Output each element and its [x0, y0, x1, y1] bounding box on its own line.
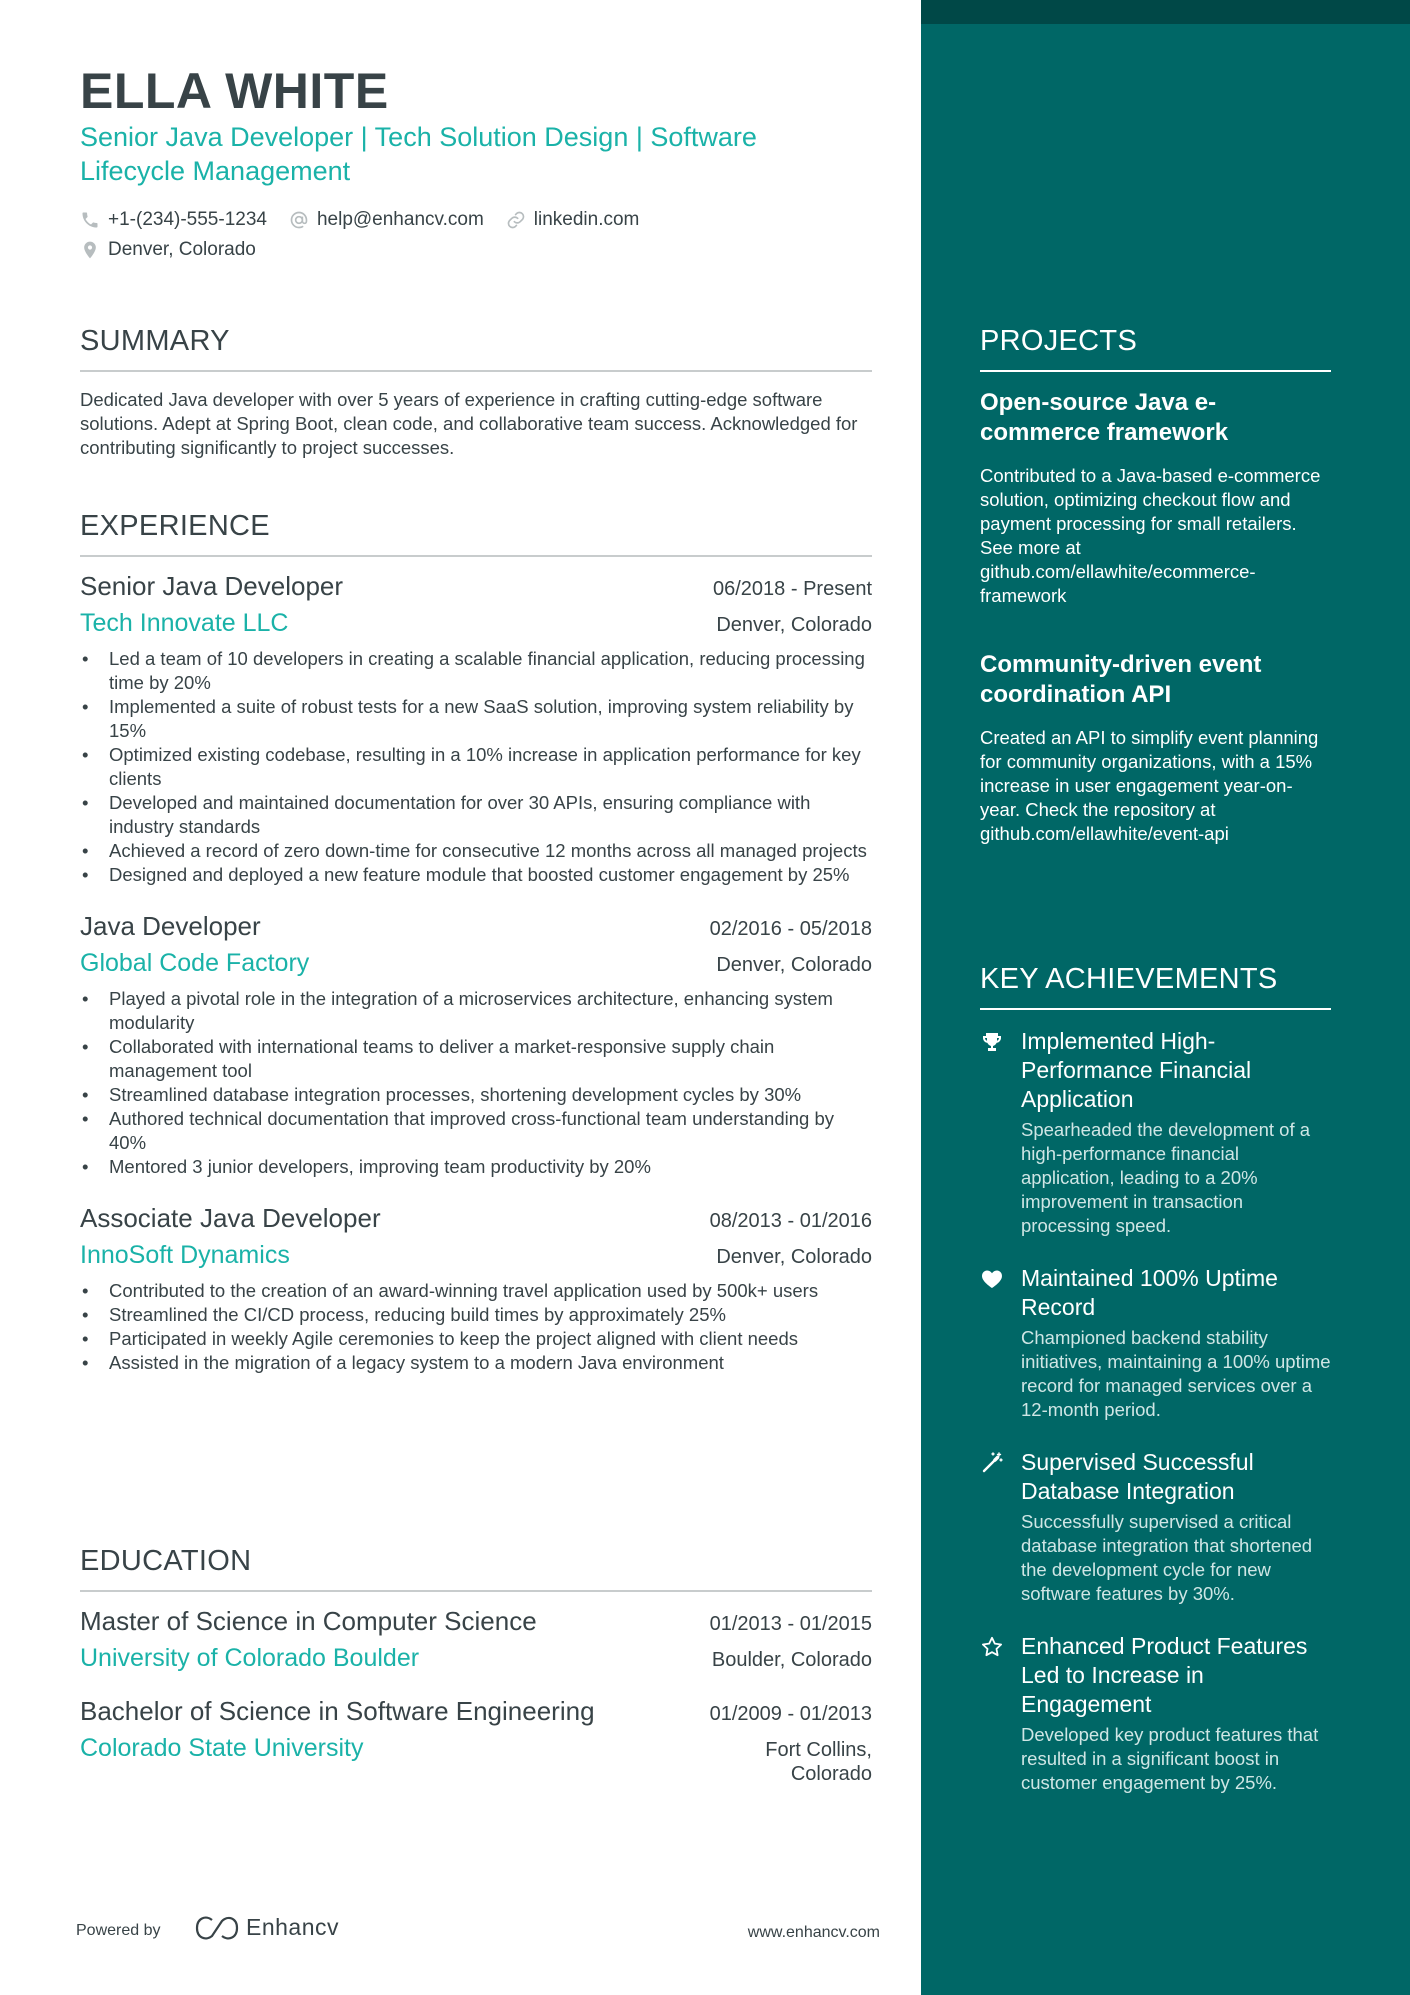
bullet-item: • Collaborated with international teams to deliver a market-responsive supply chain management tool [80, 1035, 872, 1083]
contact-info [80, 205, 872, 265]
bullet-item: • Authored technical documentation that improved cross-functional team understanding by 40% [80, 1107, 872, 1155]
bullet-item: • Implemented a suite of robust tests for a new SaaS solution, improving system reliability by 15% [80, 695, 872, 743]
summary-heading: SUMMARY [80, 325, 872, 372]
job-bullets [80, 1279, 872, 1375]
bullet-item: • Led a team of 10 developers in creating a scalable financial application, reducing processing time by 20% [80, 647, 872, 695]
school: University of Colorado Boulder [80, 1644, 420, 1672]
job-entry [80, 911, 872, 1179]
achievement-entry [980, 1448, 1331, 1606]
project-title: Community-driven event coordination API [980, 651, 1262, 708]
degree: Bachelor of Science in Software Engineering [80, 1696, 595, 1726]
project-entry [980, 650, 1331, 846]
bullet-item: • Designed and deployed a new feature module that boosted customer engagement by 25% [80, 863, 872, 887]
job-location: Denver, Colorado [716, 614, 872, 636]
email-text: help@enhancv.com [316, 209, 484, 230]
achievement-title: Supervised Successful Database Integration [1021, 1449, 1254, 1504]
education-dates: 01/2009 - 01/2013 [709, 1703, 872, 1725]
education-entry [80, 1696, 872, 1786]
bullet-item: • Participated in weekly Agile ceremonies to keep the project aligned with client needs [80, 1327, 872, 1351]
project-description: Contributed to a Java-based e-commerce solution, optimizing checkout flow and payment processing for small retailers. See more at github.com/ellawhite/ecommerce-framework [980, 465, 1321, 606]
at-sign-icon [289, 210, 309, 230]
job-title: Senior Java Developer [80, 571, 344, 601]
job-bullets [80, 987, 872, 1179]
magic-wand-icon [980, 1448, 1006, 1477]
education-heading: EDUCATION [80, 1545, 872, 1592]
achievements-section [980, 963, 1331, 1795]
achievements-heading: KEY ACHIEVEMENTS [980, 963, 1331, 1010]
experience-heading: EXPERIENCE [80, 510, 872, 557]
achievement-title: Maintained 100% Uptime Record [1021, 1265, 1278, 1320]
job-location: Denver, Colorado [716, 954, 872, 976]
link-icon [506, 210, 526, 230]
achievement-title: Implemented High-Performance Financial Application [1021, 1028, 1252, 1112]
education-location: Boulder, Colorado [711, 1649, 872, 1671]
job-dates: 02/2016 - 05/2018 [709, 918, 872, 940]
bullet-item: • Optimized existing codebase, resulting in a 10% increase in application performance for key clients [80, 743, 872, 791]
summary-section [80, 325, 872, 460]
headline: Senior Java Developer | Tech Solution Design | Software Lifecycle Management [80, 122, 757, 186]
project-description: Created an API to simplify event planning for community organizations, with a 15% increase in user engagement year-on-year. Check the repository at github.com/ellawhite/event-api [980, 727, 1319, 844]
website-link[interactable]: www.enhancv.com [747, 1924, 880, 1941]
bullet-item: • Streamlined database integration processes, shortening development cycles by 30% [80, 1083, 872, 1107]
achievement-description: Spearheaded the development of a high-performance financial application, leading to a 20% improvement in transaction processing speed. [1021, 1119, 1311, 1236]
job-company: Global Code Factory [80, 949, 310, 977]
linkedin-text: linkedin.com [533, 209, 640, 230]
job-title: Associate Java Developer [80, 1203, 381, 1233]
education-section [80, 1545, 872, 1786]
achievement-entry [980, 1027, 1331, 1238]
bullet-item: • Achieved a record of zero down-time for consecutive 12 months across all managed projects [80, 839, 872, 863]
job-company: Tech Innovate LLC [80, 609, 289, 637]
project-entry [980, 388, 1331, 608]
sidebar-top-band [921, 0, 1410, 24]
degree: Master of Science in Computer Science [80, 1606, 537, 1636]
contact-location [80, 239, 256, 261]
job-bullets [80, 647, 872, 887]
heart-icon [980, 1264, 1006, 1293]
job-entry [80, 571, 872, 887]
job-location: Denver, Colorado [716, 1246, 872, 1268]
phone-text: +1-(234)-555-1234 [108, 209, 267, 230]
brand-name: Enhancv [246, 1914, 340, 1940]
achievement-title: Enhanced Product Features Led to Increase in Engagement [1021, 1633, 1308, 1717]
bullet-item: • Streamlined the CI/CD process, reducing build times by approximately 25% [80, 1303, 872, 1327]
job-dates: 08/2013 - 01/2016 [709, 1210, 872, 1232]
trophy-icon [980, 1027, 1006, 1056]
powered-by-label: Powered by [76, 1922, 161, 1939]
education-entry [80, 1606, 872, 1678]
bullet-item: • Assisted in the migration of a legacy system to a modern Java environment [80, 1351, 872, 1375]
sidebar [921, 0, 1410, 1995]
education-dates: 01/2013 - 01/2015 [709, 1613, 872, 1635]
phone-icon [80, 210, 100, 230]
school: Colorado State University [80, 1734, 364, 1762]
contact-phone [80, 209, 267, 231]
location-text: Denver, Colorado [108, 239, 256, 260]
projects-heading: PROJECTS [980, 325, 1331, 372]
experience-section [80, 510, 872, 1375]
star-icon [980, 1632, 1006, 1661]
project-title: Open-source Java e-commerce framework [980, 389, 1229, 446]
projects-section [980, 325, 1331, 846]
contact-linkedin [506, 209, 640, 231]
bullet-item: • Contributed to the creation of an award-winning travel application used by 500k+ users [80, 1279, 872, 1303]
achievement-description: Successfully supervised a critical database integration that shortened the development cycle for new software features by 30%. [1021, 1511, 1313, 1604]
bullet-item: • Mentored 3 junior developers, improving team productivity by 20% [80, 1155, 872, 1179]
achievement-entry [980, 1632, 1331, 1795]
footer [76, 1912, 880, 1952]
job-company: InnoSoft Dynamics [80, 1241, 290, 1269]
enhancv-logo-icon [194, 1915, 240, 1941]
bullet-item: • Played a pivotal role in the integration of a microservices architecture, enhancing system modularity [80, 987, 872, 1035]
achievement-entry [980, 1264, 1331, 1422]
job-title: Java Developer [80, 911, 261, 941]
summary-text: Dedicated Java developer with over 5 years of experience in crafting cutting-edge software solutions. Adept at Spring Boot, clean code, and collaborative team success. Acknowledged for contributing significantly to project successes. [80, 389, 858, 458]
contact-email [289, 209, 484, 231]
achievement-description: Developed key product features that resulted in a significant boost in customer engagement by 25%. [1021, 1724, 1319, 1793]
candidate-name: ELLA WHITE [80, 63, 389, 119]
job-entry [80, 1203, 872, 1375]
location-pin-icon [80, 240, 100, 260]
job-dates: 06/2018 - Present [713, 578, 872, 600]
achievement-description: Championed backend stability initiatives, maintaining a 100% uptime record for managed services over a 12-month period. [1021, 1327, 1331, 1420]
bullet-item: • Developed and maintained documentation for over 30 APIs, ensuring compliance with industry standards [80, 791, 872, 839]
education-location: Fort Collins, Colorado [765, 1739, 872, 1785]
enhancv-logo[interactable] [194, 1914, 339, 1941]
